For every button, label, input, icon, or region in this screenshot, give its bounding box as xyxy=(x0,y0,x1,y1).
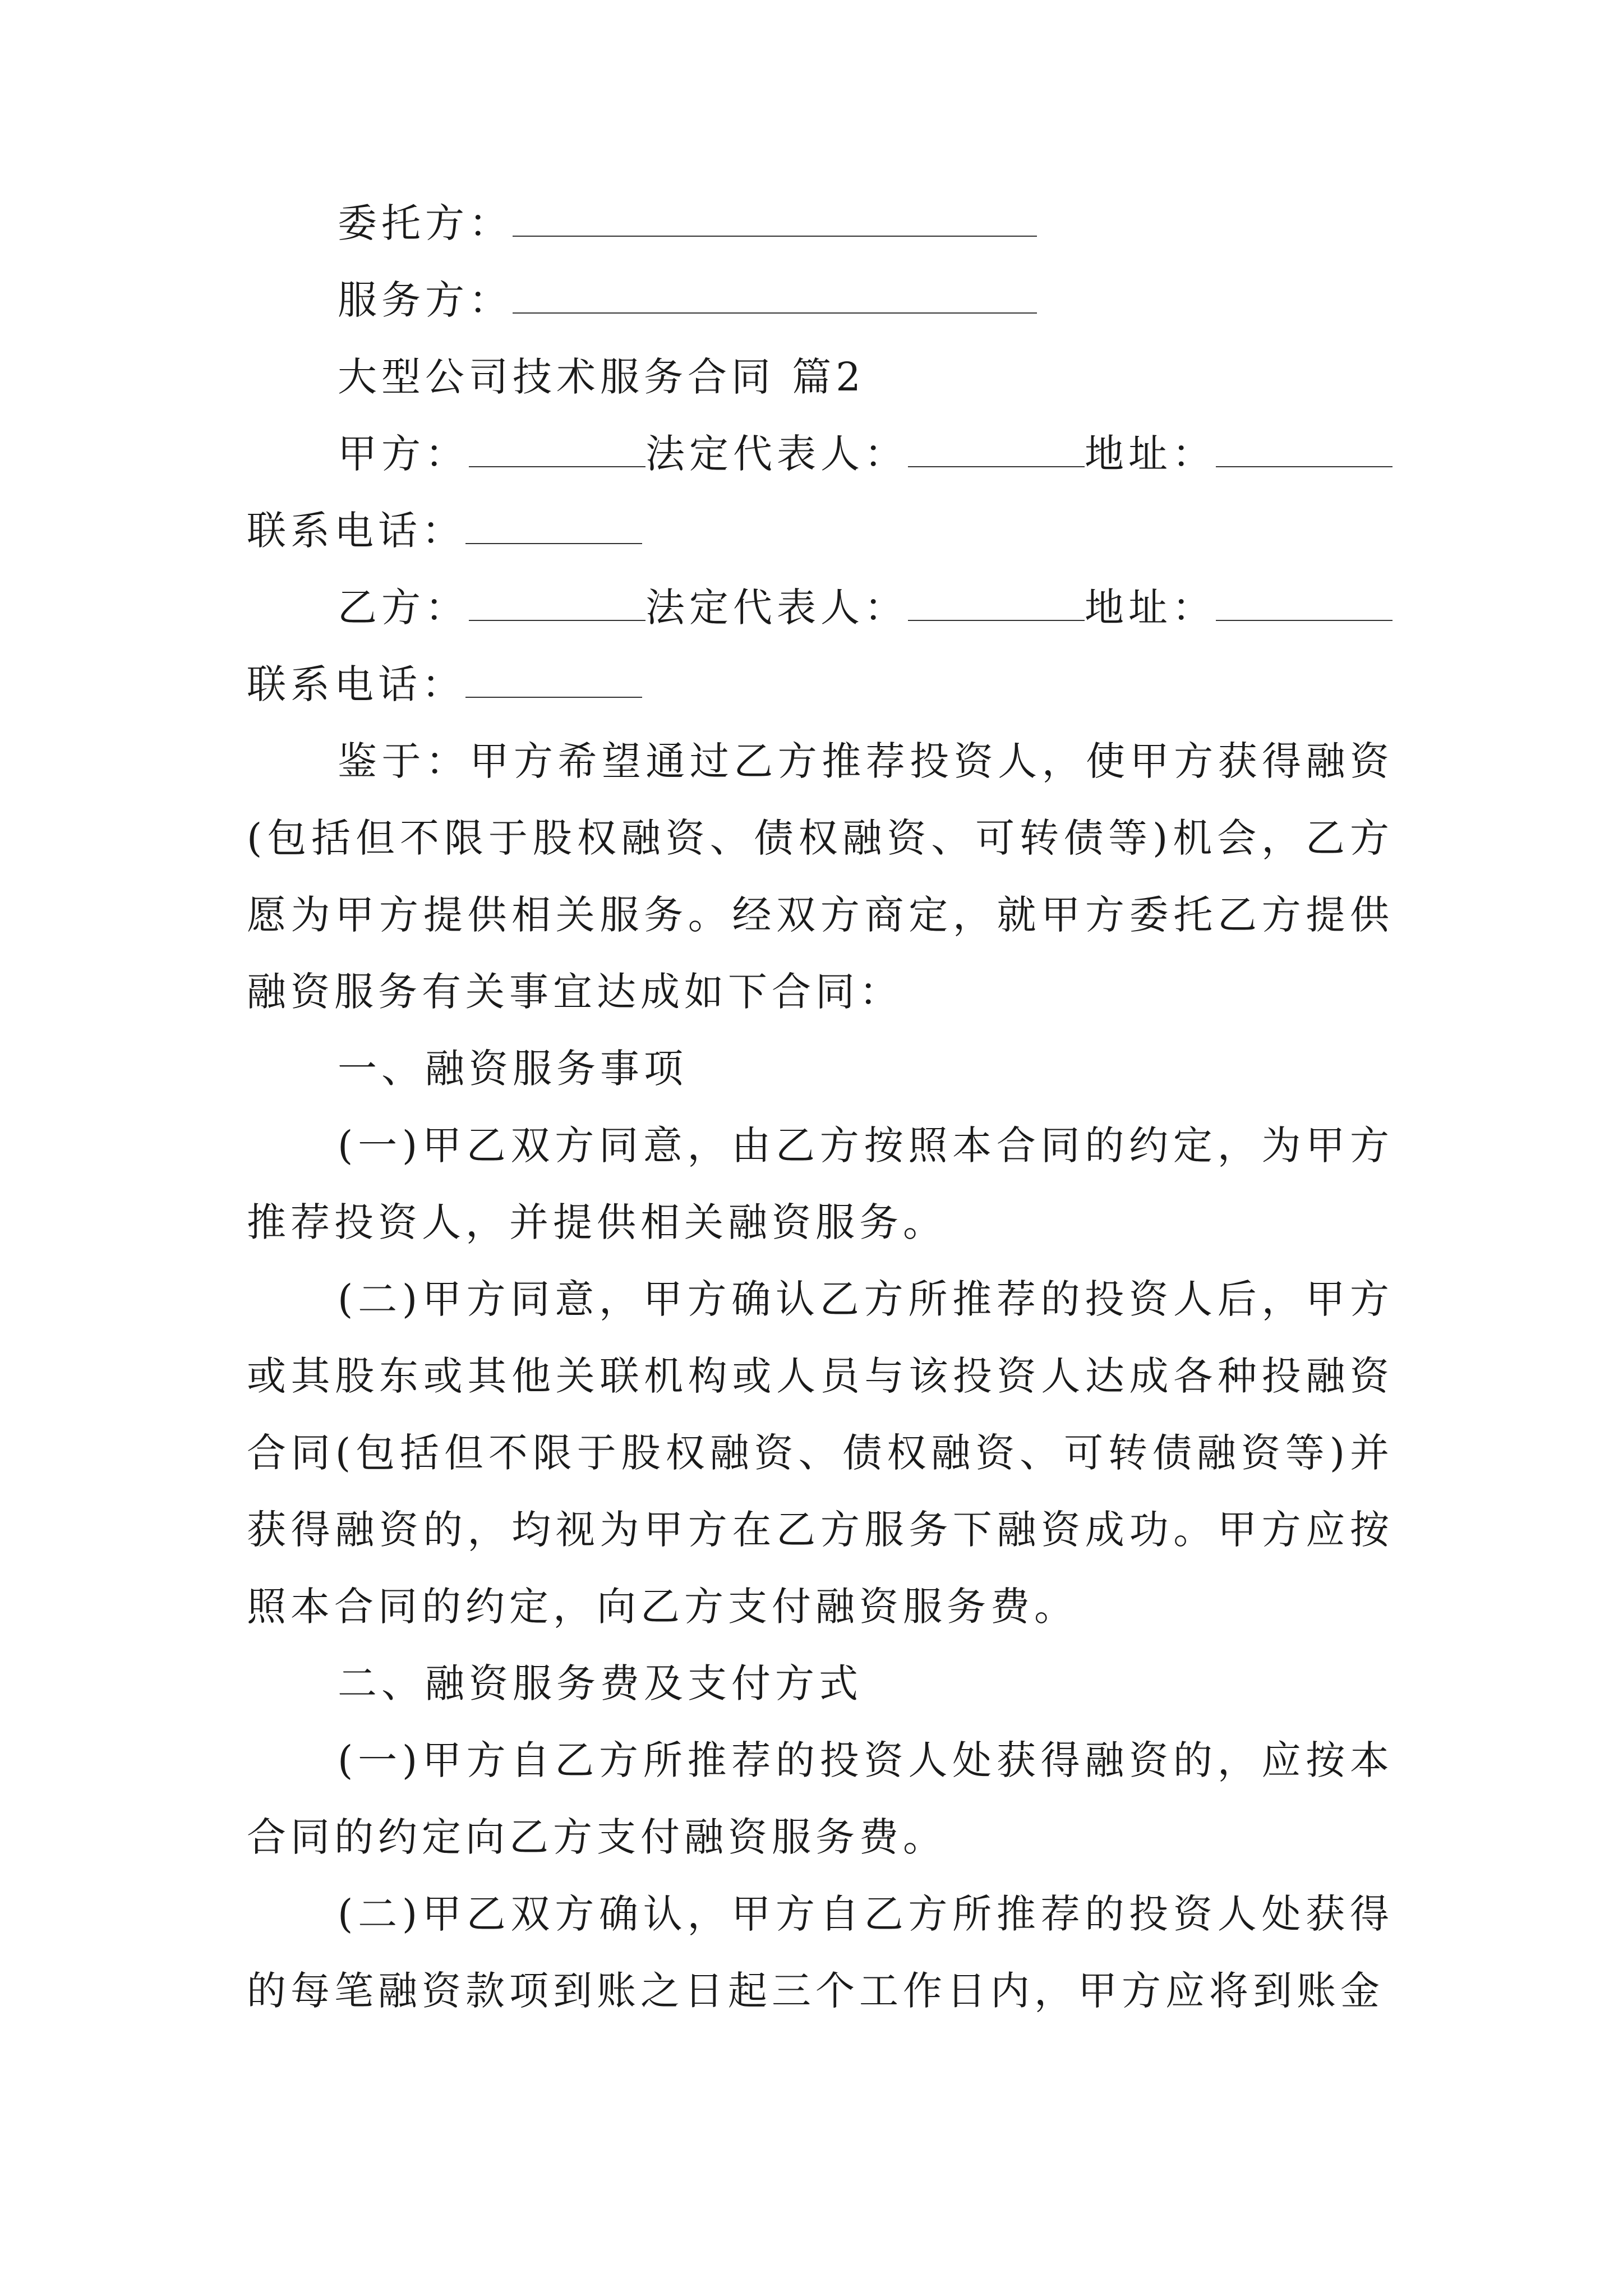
provider-signature-line xyxy=(247,262,1394,339)
party-a-phone-label: 联系电话： xyxy=(247,508,465,554)
provider-blank xyxy=(513,275,1037,314)
party-a-phone-blank xyxy=(465,506,642,544)
party-b-line xyxy=(247,569,1394,646)
party-b-label: 乙方： xyxy=(338,585,469,631)
party-a-phone-line xyxy=(247,493,1394,569)
article-1-clause-2: (二)甲方同意，甲方确认乙方所推荐的投资人后，甲方或其股东或其他关联机构或人员与该投资人达成各种投融资合同(包括但不限于股权融资、债权融资、可转债融资等)并获得融资的，均视为甲方在乙方服务下融资成功。甲方应按照本合同的约定，向乙方支付融资服务费。 xyxy=(247,1276,1394,1630)
client-signature-line xyxy=(247,185,1394,262)
article-1-heading: 一、融资服务事项 xyxy=(338,1046,688,1092)
document-body xyxy=(247,185,1394,2030)
party-b-address-blank xyxy=(1216,583,1393,621)
party-b-phone-line xyxy=(247,646,1394,723)
party-a-rep-blank xyxy=(908,429,1085,467)
article-2-clause-2: (二)甲乙双方确认，甲方自乙方所推荐的投资人处获得的每笔融资款项到账之日起三个工作日内，甲方应将到账金 xyxy=(247,1891,1394,2014)
party-a-rep-label: 法定代表人： xyxy=(645,431,908,477)
party-a-name-blank xyxy=(469,429,645,467)
party-b-name-blank xyxy=(469,583,645,621)
provider-label: 服务方： xyxy=(338,277,513,323)
party-b-phone-blank xyxy=(465,660,642,698)
party-b-rep-blank xyxy=(908,583,1085,621)
preamble-paragraph: 鉴于：甲方希望通过乙方推荐投资人，使甲方获得融资(包括但不限于股权融资、债权融资、可转债等)机会，乙方愿为甲方提供相关服务。经双方商定，就甲方委托乙方提供融资服务有关事宜达成如下合同： xyxy=(247,738,1394,1015)
article-1-clause-1: (一)甲乙双方同意，由乙方按照本合同的约定，为甲方推荐投资人，并提供相关融资服务。 xyxy=(247,1122,1394,1245)
client-blank xyxy=(513,199,1037,237)
article-2-heading: 二、融资服务费及支付方式 xyxy=(338,1660,863,1706)
article-2-clause-1: (一)甲方自乙方所推荐的投资人处获得融资的，应按本合同的约定向乙方支付融资服务费。 xyxy=(247,1737,1394,1860)
party-a-address-label: 地址： xyxy=(1085,431,1216,477)
section-title: 大型公司技术服务合同 篇2 xyxy=(338,354,865,400)
party-b-address-label: 地址： xyxy=(1085,585,1216,631)
party-a-line xyxy=(247,416,1394,493)
party-a-address-blank xyxy=(1216,429,1393,467)
party-b-phone-label: 联系电话： xyxy=(247,661,465,707)
party-a-label: 甲方： xyxy=(338,431,469,477)
party-b-rep-label: 法定代表人： xyxy=(645,585,908,631)
client-label: 委托方： xyxy=(338,200,513,246)
